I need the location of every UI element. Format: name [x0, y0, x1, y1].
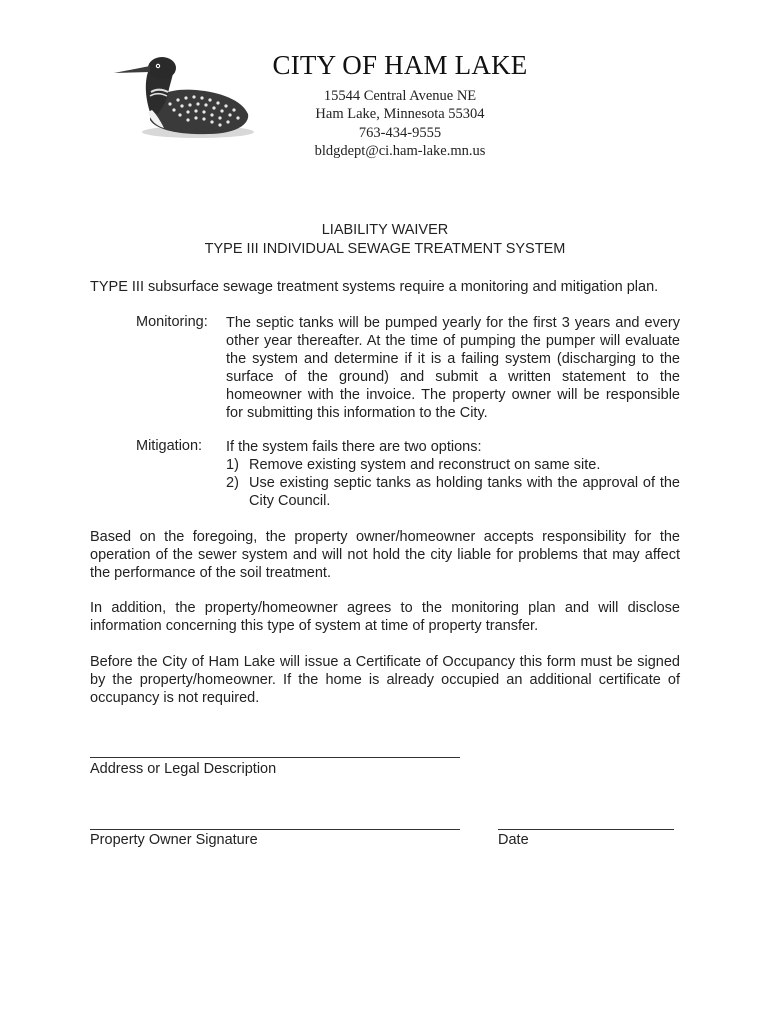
mitigation-intro: If the system fails there are two options: [226, 439, 482, 455]
list-item [226, 474, 680, 510]
city-address-block [250, 87, 550, 160]
loon-bird-icon [110, 48, 255, 143]
address-signature-line[interactable] [90, 757, 460, 758]
mitigation-block [226, 438, 680, 510]
certificate-paragraph: Before the City of Ham Lake will issue a Certificate of Occupancy this form must be signed by the property/homeowner. If the home is already occupied an additional certificate of occupancy is not required. [90, 654, 680, 706]
responsibility-paragraph: Based on the foregoing, the property owner/homeowner accepts responsibility for the operation of the sewer system and will not hold the city liable for problems that may affect the performance of the soil treatment. [90, 529, 680, 581]
address-line-1: 15544 Central Avenue NE [323, 88, 477, 104]
list-number: 2) [226, 475, 239, 491]
monitoring-label: Monitoring: [136, 314, 208, 330]
intro-text: TYPE III subsurface sewage treatment systems require a monitoring and mitigation plan. [90, 279, 659, 295]
owner-signature-label: Property Owner Signature [90, 832, 258, 848]
list-text: Remove existing system and reconstruct on same site. [249, 457, 601, 473]
owner-signature-line[interactable] [90, 829, 460, 830]
city-title: CITY OF HAM LAKE [272, 50, 528, 80]
document-subtitle: TYPE III INDIVIDUAL SEWAGE TREATMENT SYSTEM [204, 241, 566, 257]
list-number: 1) [226, 457, 239, 473]
disclosure-paragraph: In addition, the property/homeowner agrees to the monitoring plan and will disclose information concerning this type of system at time of property transfer. [90, 600, 680, 634]
list-item [226, 456, 680, 474]
document-title: LIABILITY WAIVER [321, 222, 449, 238]
monitoring-text: The septic tanks will be pumped yearly for the first 3 years and every other year thereafter. At the time of pumping the pumper will evaluate the system and determine if it is a failing system (discharging to the surface of the ground) and submit a written statement to the homeowner with the invoice. The property owner will be responsible for submitting this information to the City. [226, 315, 680, 421]
phone-number: 763-434-9555 [358, 124, 442, 141]
mitigation-label: Mitigation: [136, 438, 203, 454]
address-label: Address or Legal Description [90, 761, 277, 777]
list-text: Use existing septic tanks as holding tanks with the approval of the City Council. [249, 475, 680, 509]
address-line-2: Ham Lake, Minnesota 55304 [315, 106, 485, 123]
date-label: Date [498, 832, 529, 848]
date-line[interactable] [498, 829, 674, 830]
email-address: bldgdept@ci.ham-lake.mn.us [314, 142, 486, 159]
